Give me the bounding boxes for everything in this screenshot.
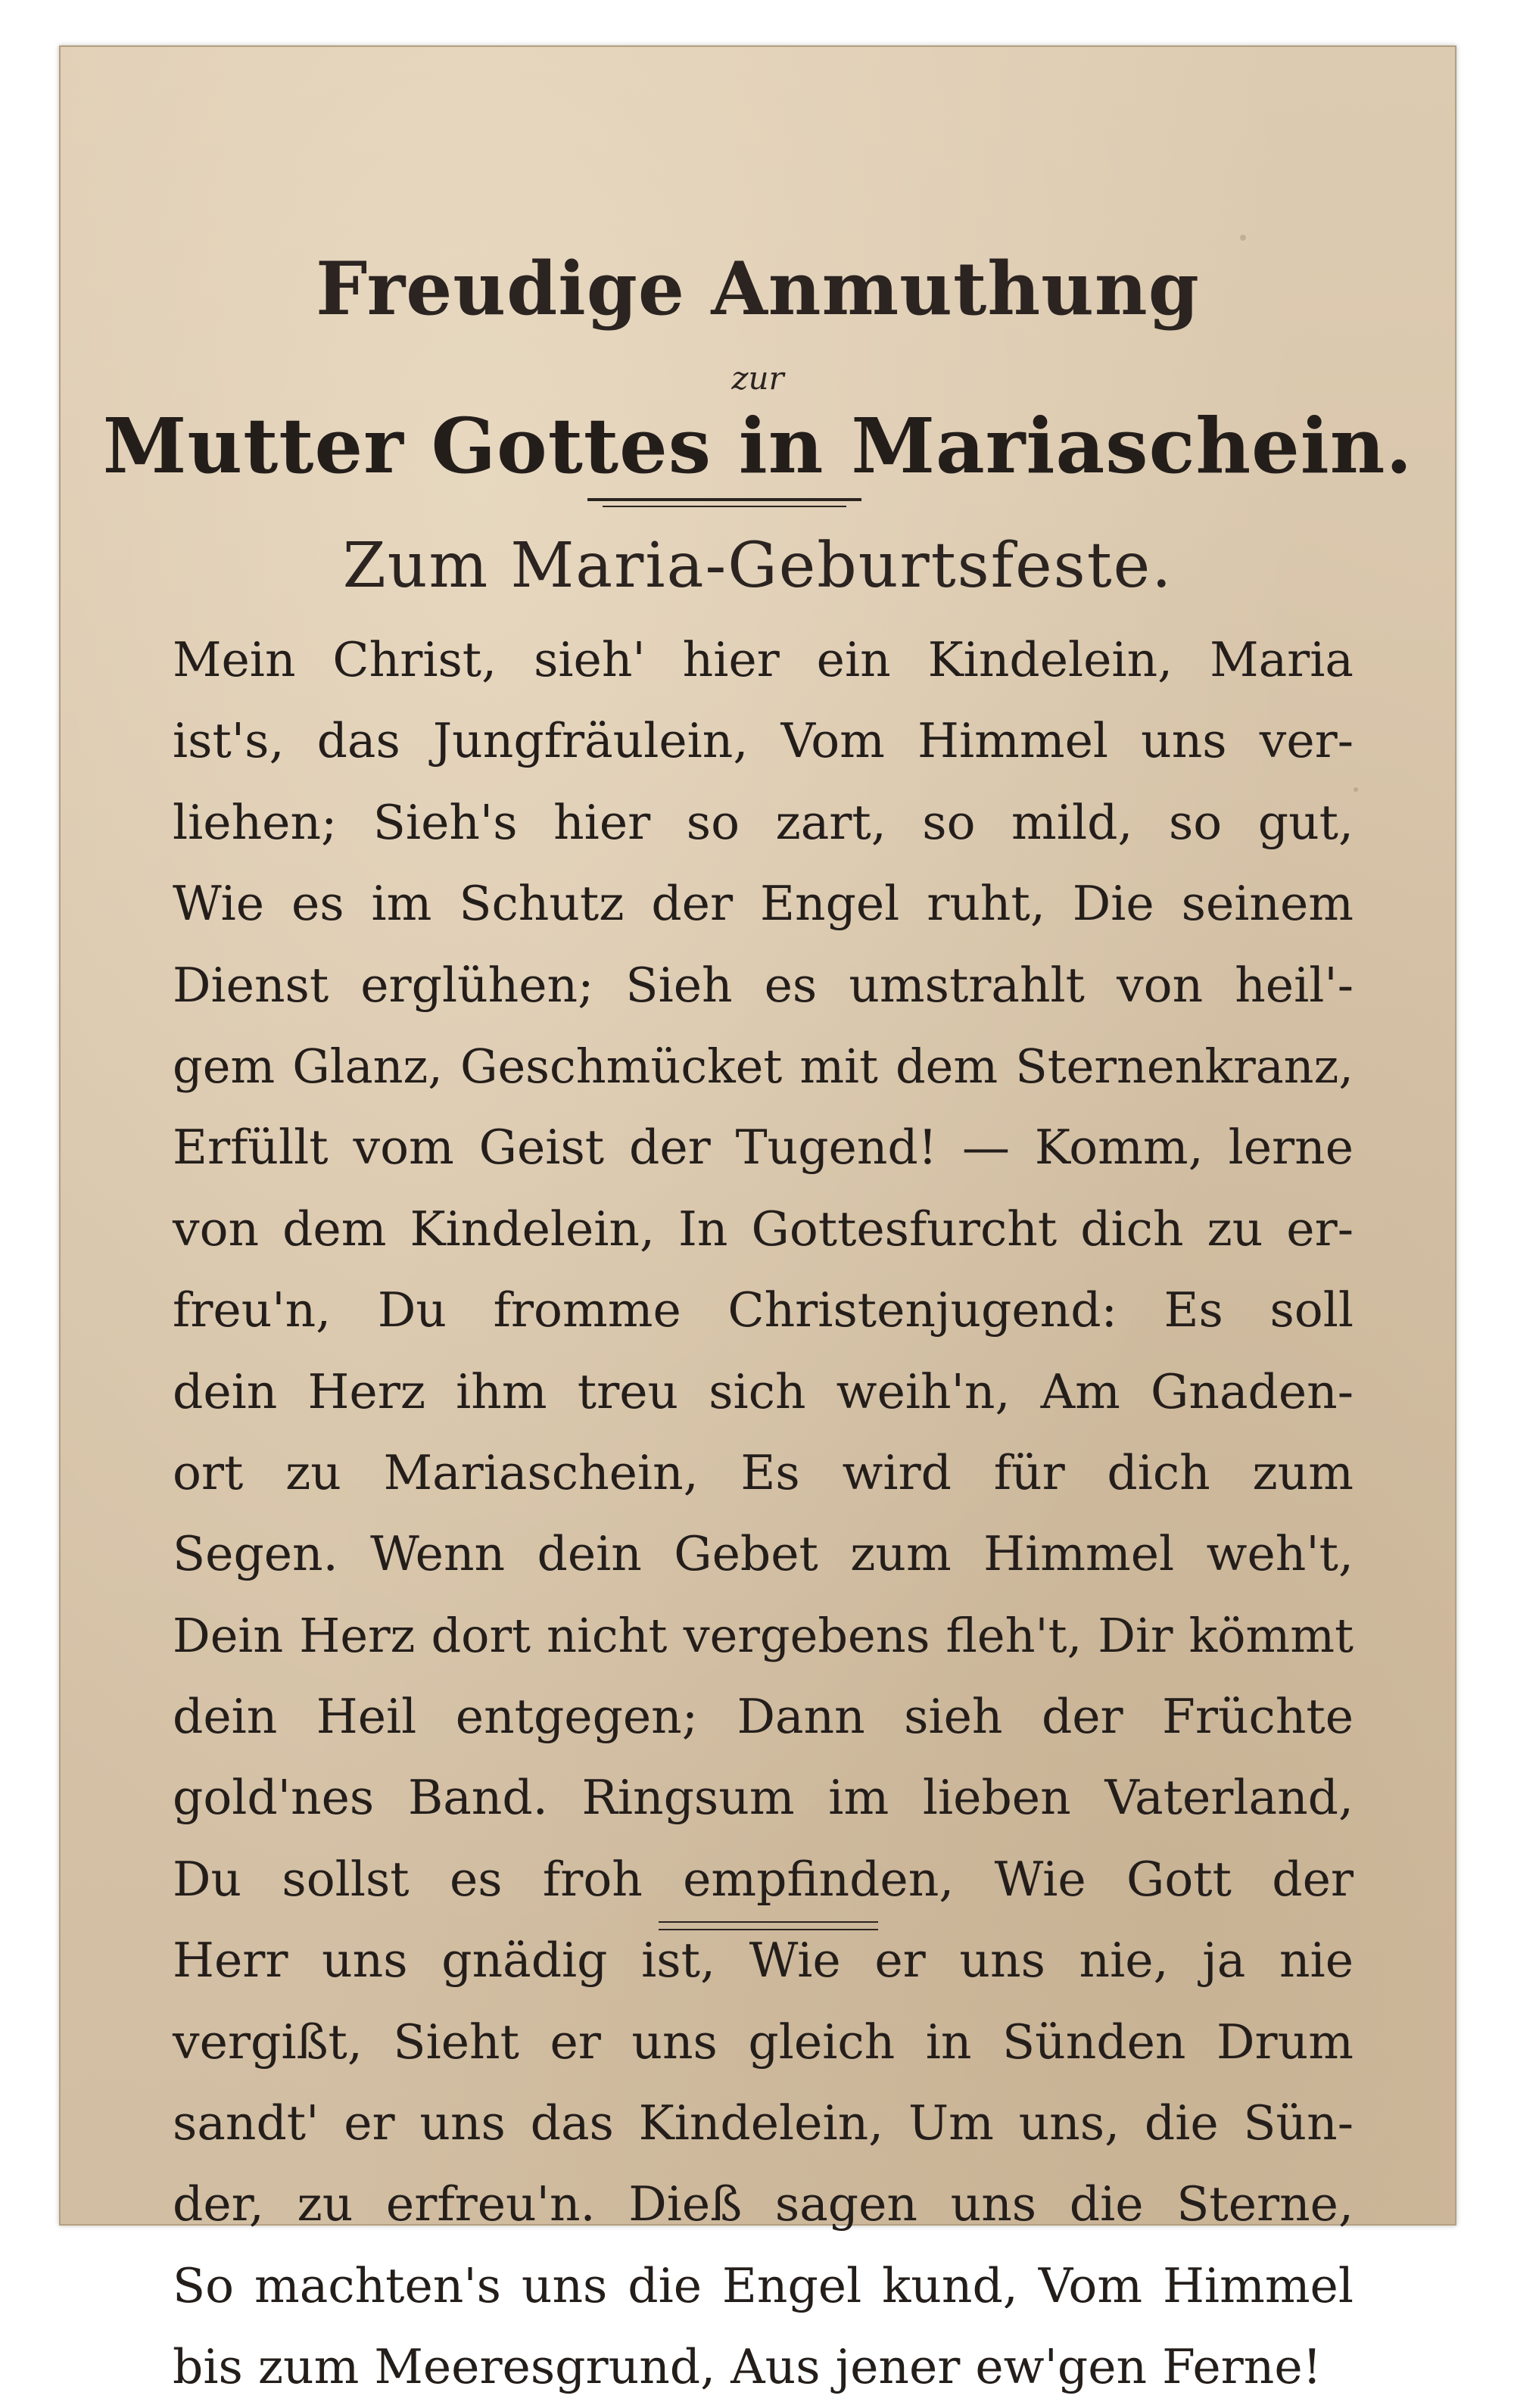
poem-line: bis zum Meeresgrund, Aus jener ew'gen Ferne! bbox=[173, 2339, 1322, 2395]
paper-spot bbox=[1240, 235, 1246, 241]
poem-line: dein Heil entgegen; Dann sieh der Früchte bbox=[173, 1689, 1354, 1745]
poem-line: ort zu Mariaschein, Es wird für dich zum bbox=[173, 1444, 1354, 1500]
poem-line: gem Glanz, Geschmücket mit dem Sternenkranz, bbox=[173, 1038, 1354, 1094]
poem-line: Dein Herz dort nicht vergebens fleh't, Dir kömmt bbox=[173, 1607, 1354, 1663]
title-line-2: Mutter Gottes in Mariaschein. bbox=[102, 401, 1413, 491]
poem-line: Segen. Wenn dein Gebet zum Himmel weh't, bbox=[173, 1526, 1354, 1582]
subtitle: Zum Maria-Geburtsfeste. bbox=[342, 530, 1173, 602]
poem-line: So machten's uns die Engel kund, Vom Himmel bbox=[173, 2257, 1354, 2313]
title-connector: zur bbox=[731, 360, 784, 397]
poem-line: dein Herz ihm treu sich weih'n, Am Gnaden- bbox=[173, 1363, 1354, 1419]
poem-line: Dienst erglühen; Sieh es umstrahlt von heil'- bbox=[173, 957, 1354, 1013]
poem-line: liehen; Sieh's hier so zart, so mild, so gut, bbox=[173, 794, 1354, 850]
poem-text bbox=[173, 619, 1354, 2408]
poem-line: Wie es im Schutz der Engel ruht, Die seinem bbox=[173, 876, 1354, 932]
poem-line: Erfüllt vom Geist der Tugend! — Komm, lerne bbox=[173, 1120, 1354, 1176]
poem-line: gold'nes Band. Ringsum im lieben Vaterland, bbox=[173, 1770, 1354, 1826]
poem-line: Mein Christ, sieh' hier ein Kindelein, Maria bbox=[173, 632, 1354, 687]
poem-line: Herr uns gnädig ist, Wie er uns nie, ja nie bbox=[173, 1933, 1354, 1989]
poem-line: sandt' er uns das Kindelein, Um uns, die Sün- bbox=[173, 2095, 1354, 2151]
poem-line: von dem Kindelein, In Gottesfurcht dich zu er- bbox=[173, 1201, 1354, 1257]
poem-line: der, zu erfreu'n. Dieß sagen uns die Sterne, bbox=[173, 2176, 1354, 2232]
closing-divider bbox=[659, 1921, 878, 1923]
paper-spot bbox=[1354, 787, 1358, 792]
title-line-1: Freudige Anmuthung bbox=[316, 246, 1200, 332]
poem-line: vergißt, Sieht er uns gleich in Sünden Drum bbox=[173, 2014, 1354, 2070]
paper-sheet bbox=[59, 45, 1456, 2395]
poem-line: ist's, das Jungfräulein, Vom Himmel uns ver- bbox=[173, 713, 1354, 769]
poem-line: freu'n, Du fromme Christenjugend: Es soll bbox=[173, 1282, 1354, 1338]
poem-line: Du sollst es froh empfinden, Wie Gott der bbox=[173, 1851, 1354, 1907]
title-divider bbox=[587, 498, 861, 501]
